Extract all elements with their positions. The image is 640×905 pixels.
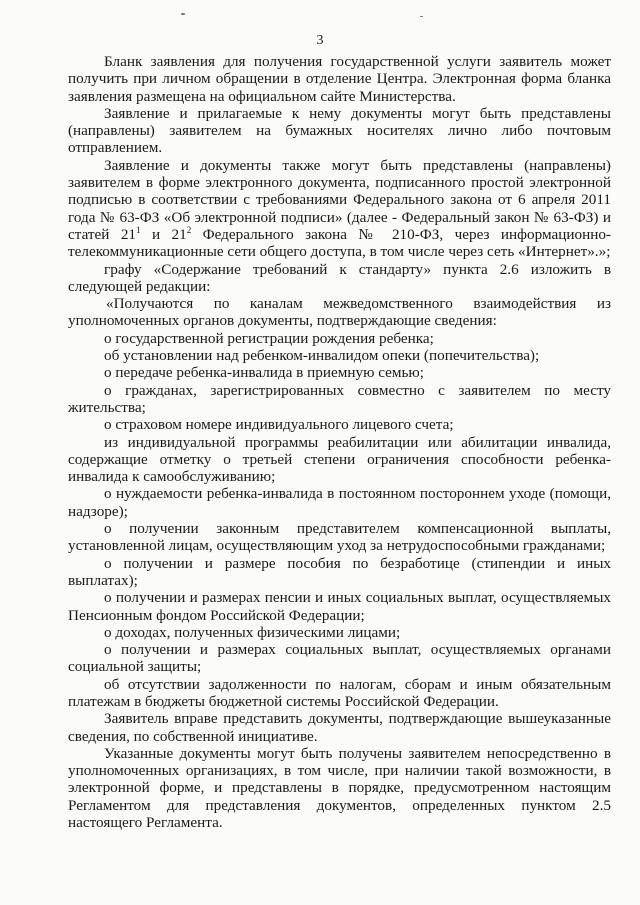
paragraph-electronic-part3: Федерального закона № 210-ФЗ, через информационно-телекоммуникационные сети общего доступа, в том числе через сеть «Интернет».»;: [68, 225, 611, 261]
list-item-insurance-number: о страховом номере индивидуального лицевого счета;: [104, 416, 454, 434]
list-item-compensation-payment: о получении законным представителем компенсационной выплаты, установленной лицам, осуществляющим уход за нетрудоспособными гражданами;: [68, 520, 611, 555]
article-superscript-1: 1: [136, 224, 141, 235]
scan-artifact: [181, 13, 185, 15]
list-item-social-payments: о получении и размерах социальных выплат, осуществляемых органами социальной защиты;: [68, 641, 611, 676]
paragraph-blank-application: Бланк заявления для получения государственной услуги заявитель может получить при личном обращении в отделение Центра. Электронная форма бланка заявления размещена на официальном сайте Министерства.: [68, 53, 611, 105]
list-item-care-need: о нуждаемости ребенка-инвалида в постоянном постороннем уходе (помощи, надзоре);: [68, 485, 611, 520]
paragraph-electronic-part1: Заявление и документы также могут быть представлены (направлены) заявителем в форме электронного документа, подписанного простой электронной подписью в соответствии с требованиями Федерального закона от 6 апреля 2011 года № 63-ФЗ «Об электронной подписи» (далее - Федеральный закон № 63-ФЗ) и статей 21: [68, 156, 611, 243]
page-number: 3: [316, 33, 324, 48]
document-body: [68, 53, 611, 831]
scan-artifact: [420, 16, 423, 17]
list-item-rehabilitation-program: из индивидуальной программы реабилитации или абилитации инвалида, содержащие отметку о третьей степени ограничения способности ребенка-инвалида к самообслуживанию;: [68, 433, 611, 486]
paragraph-own-initiative: Заявитель вправе представить документы, подтверждающие вышеуказанные сведения, по собственной инициативе.: [68, 710, 611, 745]
list-item-pension: о получении и размерах пенсии и иных социальных выплат, осуществляемых Пенсионным фондом Российской Федерации;: [68, 589, 611, 624]
list-item-unemployment-benefit: о получении и размере пособия по безработице (стипендии и иных выплатах);: [68, 554, 611, 589]
paragraph-electronic-part2: и 21: [140, 225, 187, 243]
paragraph-electronic-submission: [68, 157, 611, 261]
list-item-cohabiting-citizens: о гражданах, зарегистрированных совместно с заявителем по месту жительства;: [68, 381, 611, 416]
paragraph-paper-submission: Заявление и прилагаемые к нему документы могут быть представлены (направлены) заявителем на бумажных носителях лично либо почтовым отправлением.: [68, 104, 611, 157]
list-item-foster-family: о передаче ребенка-инвалида в приемную семью;: [104, 364, 424, 382]
list-item-birth-registration: о государственной регистрации рождения ребенка;: [104, 329, 434, 347]
list-item-tax-debt: об отсутствии задолженности по налогам, сборам и иным обязательным платежам в бюджеты бюджетной системы Российской Федерации.: [68, 675, 611, 710]
paragraph-documents-obtained: Указанные документы могут быть получены заявителем непосредственно в уполномоченных организациях, в том числе, при наличии такой возможности, в электронной форме, и представлены в порядке, предусмотренном настоящим Регламентом для представления документов, определенных пунктом 2.5 настоящего Регламента.: [68, 744, 611, 832]
paragraph-amendment-instruction: графу «Содержание требований к стандарту» пункта 2.6 изложить в следующей редакции:: [68, 260, 611, 295]
paragraph-interagency-documents: «Получаются по каналам межведомственного взаимодействия из уполномоченных органов документы, подтверждающие сведения:: [68, 295, 611, 330]
list-item-income: о доходах, полученных физическими лицами;: [104, 623, 401, 641]
list-item-guardianship: об установлении над ребенком-инвалидом опеки (попечительства);: [104, 347, 540, 365]
article-superscript-2: 2: [186, 224, 192, 235]
